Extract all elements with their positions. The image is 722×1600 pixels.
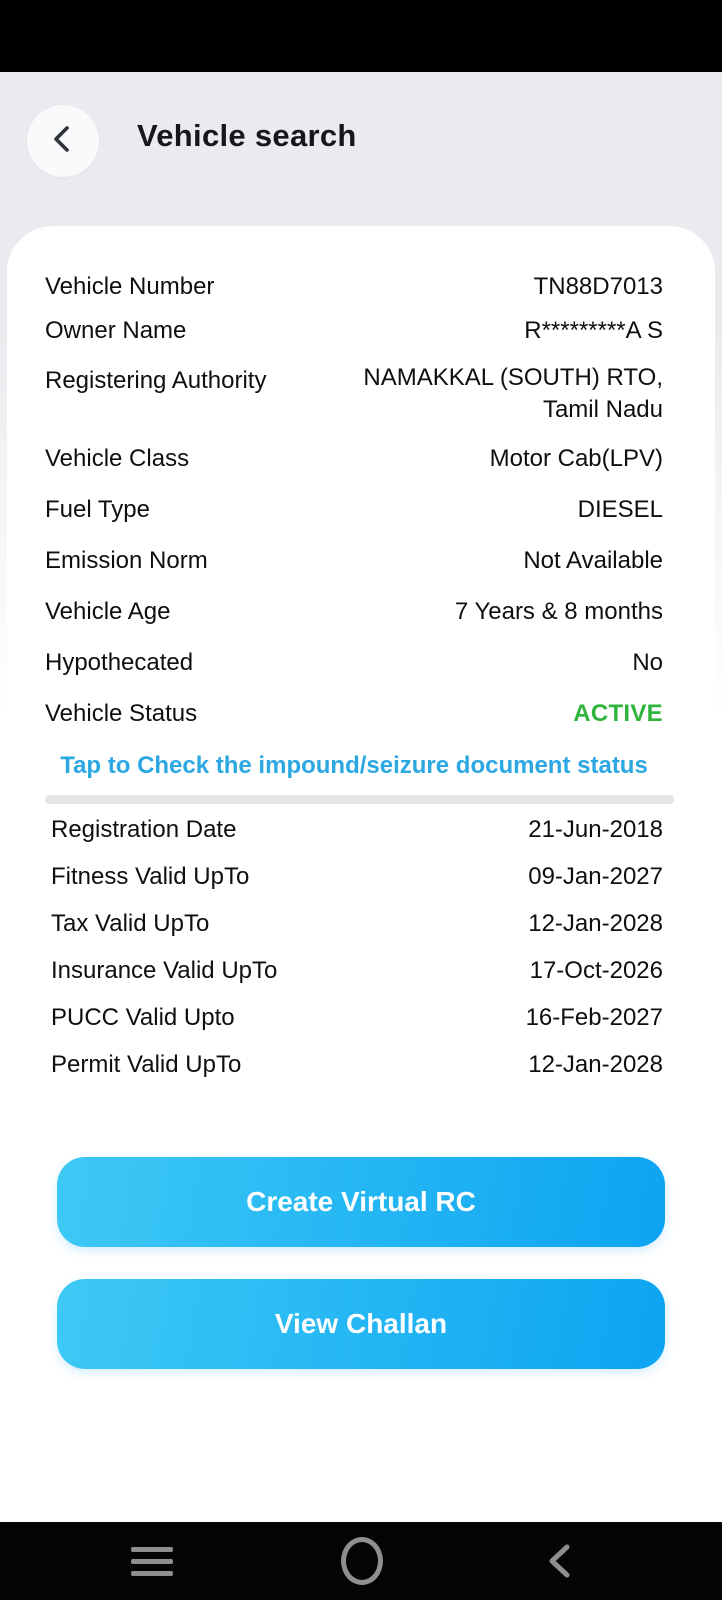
validity-value: 12-Jan-2028	[528, 1051, 663, 1078]
detail-label: Owner Name	[45, 317, 187, 344]
validity-value: 21-Jun-2018	[528, 816, 663, 843]
validity-row	[45, 811, 663, 849]
nav-back-icon[interactable]	[530, 1522, 590, 1600]
detail-label: Fuel Type	[45, 496, 150, 523]
vehicle-details-card	[7, 226, 715, 1522]
detail-value: R*********A S	[524, 317, 663, 344]
detail-row	[45, 593, 663, 631]
detail-value: NAMAKKAL (SOUTH) RTO, Tamil Nadu	[363, 364, 663, 423]
nav-menu-icon[interactable]	[122, 1522, 182, 1600]
validity-label: Insurance Valid UpTo	[51, 957, 278, 984]
status-bar	[0, 0, 722, 72]
detail-label: Vehicle Age	[45, 598, 171, 625]
validity-section	[45, 811, 663, 1084]
validity-row	[45, 952, 663, 990]
vehicle-status-badge: ACTIVE	[573, 700, 663, 727]
detail-label: Vehicle Number	[45, 273, 215, 300]
section-divider	[45, 795, 674, 804]
detail-row	[45, 312, 663, 350]
android-nav-bar	[0, 1522, 722, 1600]
create-virtual-rc-button[interactable]: Create Virtual RC	[57, 1157, 665, 1247]
detail-row	[45, 491, 663, 529]
detail-label: Vehicle Status	[45, 700, 198, 727]
validity-value: 09-Jan-2027	[528, 863, 663, 890]
nav-home-icon[interactable]	[332, 1522, 392, 1600]
detail-value: DIESEL	[577, 496, 663, 523]
validity-row	[45, 1046, 663, 1084]
detail-label: Registering Authority	[45, 367, 267, 394]
detail-value: TN88D7013	[533, 273, 663, 300]
detail-row	[45, 542, 663, 580]
detail-row	[45, 268, 663, 306]
chevron-left-icon	[46, 119, 80, 164]
detail-label: Vehicle Class	[45, 445, 190, 472]
back-button[interactable]	[27, 105, 99, 177]
validity-row	[45, 999, 663, 1037]
detail-row	[45, 440, 663, 478]
validity-row	[45, 905, 663, 943]
validity-value: 16-Feb-2027	[525, 1004, 663, 1031]
detail-row	[45, 362, 663, 426]
detail-row	[45, 695, 663, 733]
header	[0, 72, 722, 226]
validity-value: 12-Jan-2028	[528, 910, 663, 937]
detail-value: Motor Cab(LPV)	[489, 445, 663, 472]
detail-row	[45, 644, 663, 682]
detail-value: 7 Years & 8 months	[454, 598, 663, 625]
validity-row	[45, 858, 663, 896]
validity-label: Permit Valid UpTo	[51, 1051, 242, 1078]
detail-label: Emission Norm	[45, 547, 208, 574]
validity-label: Fitness Valid UpTo	[51, 863, 250, 890]
view-challan-button[interactable]: View Challan	[57, 1279, 665, 1369]
page-title: Vehicle search	[137, 118, 357, 153]
detail-value: Not Available	[523, 547, 663, 574]
detail-value: No	[632, 649, 663, 676]
validity-label: Tax Valid UpTo	[51, 910, 210, 937]
detail-label: Hypothecated	[45, 649, 194, 676]
validity-label: PUCC Valid Upto	[51, 1004, 235, 1031]
validity-value: 17-Oct-2026	[529, 957, 663, 984]
impound-seizure-status-link[interactable]: Tap to Check the impound/seizure document status	[60, 752, 648, 779]
validity-label: Registration Date	[51, 816, 237, 843]
